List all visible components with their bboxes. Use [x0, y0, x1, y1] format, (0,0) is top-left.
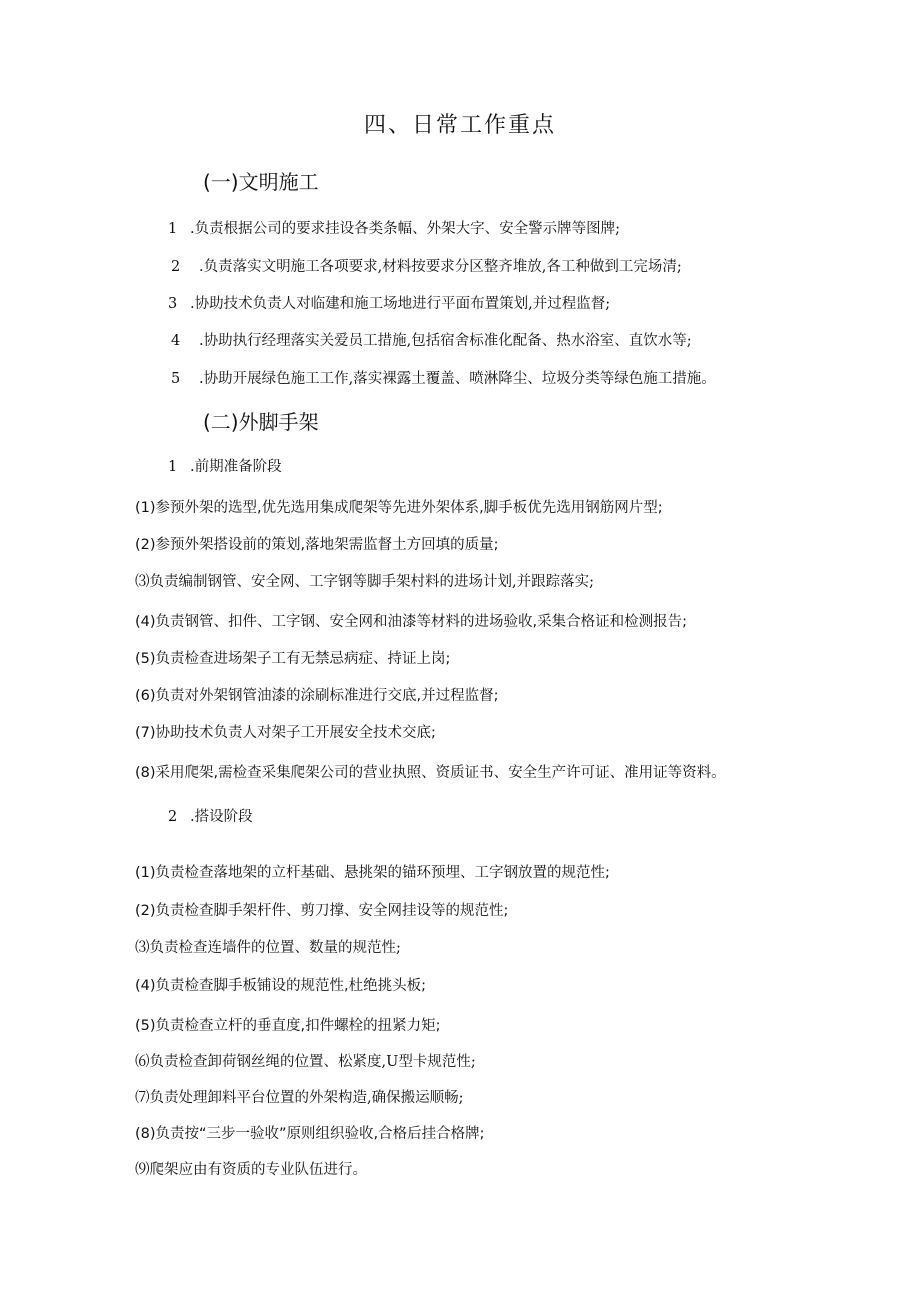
list-item: (1)参预外架的选型,优先选用集成爬架等先进外架体系,脚手板优先选用钢筋网片型;: [135, 500, 663, 516]
list-item: ⑶负责编制钢管、安全网、工字钢等脚手架村料的进场计划,并跟踪落实;: [135, 574, 594, 590]
list-item: (5)负责检查立杆的垂直度,扣件螺栓的扭紧力矩;: [135, 1018, 441, 1034]
list-item: 4 .协助执行经理落实关爱员工措施,包括宿舍标准化配备、热水浴室、直饮水等;: [171, 333, 692, 349]
list-item: 5 .协助开展绿色施工工作,落实裸露土覆盖、喷淋降尘、垃圾分类等绿色施工措施。: [171, 371, 716, 387]
section-heading-external-scaffold: (二)外脚手架: [203, 410, 319, 434]
stage-heading-erection: 2 .搭设阶段: [168, 809, 253, 825]
list-item: (1)负责检查落地架的立杆基础、悬挑架的锚环预埋、工字钢放置的规范性;: [135, 865, 610, 881]
list-item: 3 .协助技术负责人对临建和施工场地进行平面布置策划,并过程监督;: [168, 296, 611, 312]
list-item: (8)采用爬架,需检查采集爬架公司的营业执照、资质证书、安全生产许可证、准用证等资料。: [135, 765, 726, 781]
list-item: 2 .负责落实文明施工各项要求,材料按要求分区整齐堆放,各工种做到工完场清;: [171, 259, 682, 275]
list-item: (8)负责按“三步一验收”原则组织验收,合格后挂合格牌;: [135, 1126, 485, 1142]
list-item: ⑺负责处理卸料平台位置的外架构造,确保搬运顺畅;: [135, 1090, 464, 1106]
list-item: ⑼爬架应由有资质的专业队伍进行。: [135, 1162, 367, 1178]
list-item: (7)协助技术负责人对架子工开展安全技术交底;: [135, 725, 436, 741]
section-heading-civilized-construction: (一)文明施工: [203, 170, 319, 194]
page-title: 四、日常工作重点: [363, 113, 556, 138]
list-item: (5)负责检查进场架子工有无禁忌病症、持证上岗;: [135, 651, 451, 667]
list-item: 1 .负责根据公司的要求挂设各类条幅、外架大字、安全警示牌等图牌;: [168, 221, 620, 237]
list-item: (6)负责对外架钢管油漆的涂刷标准进行交底,并过程监督;: [135, 688, 499, 704]
list-item: ⑶负责检查连墙件的位置、数量的规范性;: [135, 940, 401, 956]
list-item: (2)参预外架搭设前的策划,落地架需监督土方回填的质量;: [135, 537, 499, 553]
stage-heading-preparation: 1 .前期准备阶段: [168, 459, 282, 475]
list-item: (4)负责钢管、扣件、工字钢、安全网和油漆等材料的进场验收,采集合格证和检测报告;: [135, 614, 688, 630]
list-item: (2)负责检查脚手架杆件、剪刀撑、安全网挂设等的规范性;: [135, 903, 509, 919]
list-item: (4)负责检查脚手板铺设的规范性,杜绝挑头板;: [135, 978, 427, 994]
list-item: ⑹负责检查卸荷钢丝绳的位置、松紧度,U型卡规范性;: [135, 1054, 476, 1070]
